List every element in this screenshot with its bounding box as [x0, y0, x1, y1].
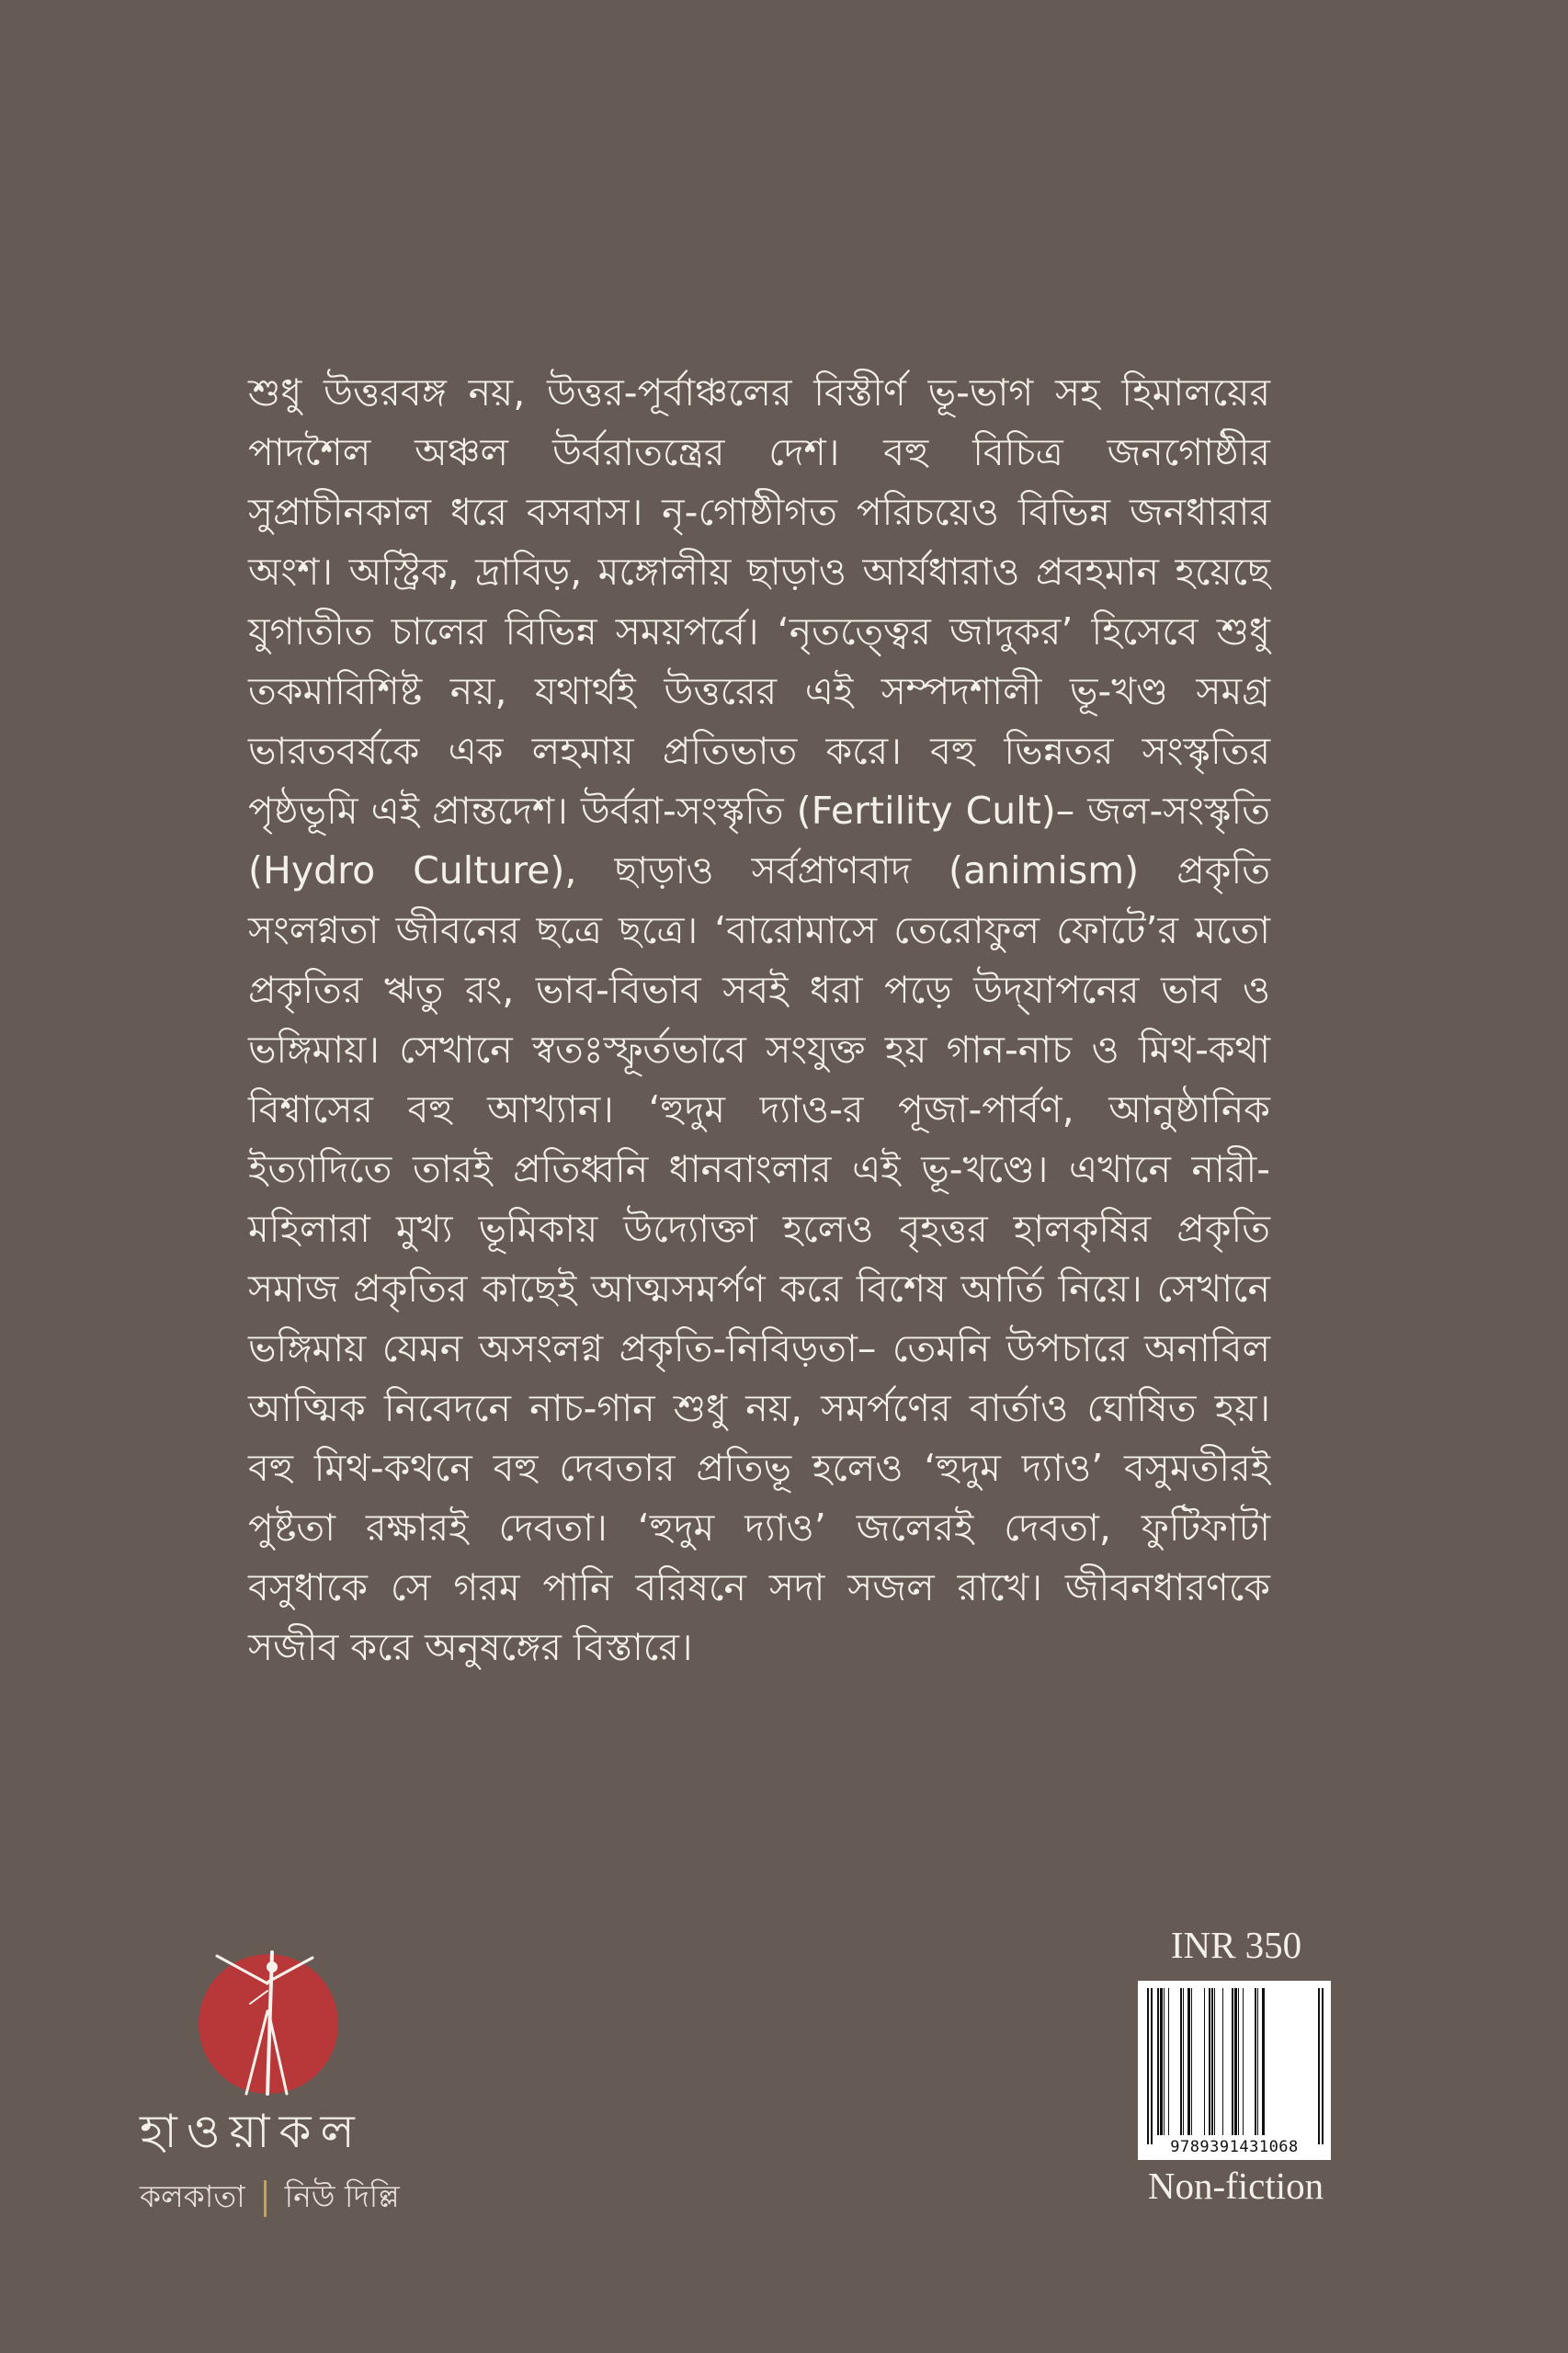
isbn-number: 9789391431068	[1170, 2138, 1299, 2156]
publisher-name: হাওয়াকল	[140, 2105, 364, 2158]
genre-label: Non-fiction	[1147, 2165, 1324, 2207]
publisher-logo-icon	[195, 1947, 342, 2099]
publisher-cities	[140, 2173, 400, 2224]
price-label: INR 350	[1170, 1924, 1302, 1966]
city-separator	[264, 2180, 267, 2217]
back-cover-blurb: শুধু উত্তরবঙ্গ নয়, উত্তর-পূর্বাঞ্চলের বিস্তীর্ণ ভূ-ভাগ সহ হিমালয়ের পাদশৈল অঞ্চল উর্বরাতন্ত্রের দেশ। বহু বিচিত্র জনগোষ্ঠীর সুপ্রাচীনকাল ধরে বসবাস। নৃ-গোষ্ঠীগত পরিচয়েও বিভিন্ন জনধারার অংশ। অস্ট্রিক, দ্রাবিড়, মঙ্গোলীয় ছাড়াও আর্যধারাও প্রবহমান হয়েছে যুগাতীত চালের বিভিন্ন সময়পর্বে। ‘নৃতত্ত্বের জাদুকর’ হিসেবে শুধু তকমাবিশিষ্ট নয়, যথার্থই উত্তরের এই সম্পদশালী ভূ-খণ্ড সমগ্র ভারতবর্ষকে এক লহমায় প্রতিভাত করে। বহু ভিন্নতর সংস্কৃতির পৃষ্ঠভূমি এই প্রান্তদেশ। উর্বরা-সংস্কৃতি (Fertility Cult)– জল-সংস্কৃতি (Hydro Culture), ছাড়াও সর্বপ্রাণবাদ (animism) প্রকৃতি সংলগ্নতা জীবনের ছত্রে ছত্রে। ‘বারোমাসে তেরোফুল ফোটে’র মতো প্রকৃতির ঋতু রং, ভাব-বিভাব সবই ধরা পড়ে উদ্‌যাপনের ভাব ও ভঙ্গিমায়। সেখানে স্বতঃস্ফূর্তভাবে সংযুক্ত হয় গান-নাচ ও মিথ-কথা বিশ্বাসের বহু আখ্যান। ‘হুদুম দ্যাও-র পূজা-পার্বণ, আনুষ্ঠানিক ইত্যাদিতে তারই প্রতিধ্বনি ধানবাংলার এই ভূ-খণ্ডে। এখানে নারী-মহিলারা মুখ্য ভূমিকায় উদ্যোক্তা হলেও বৃহত্তর হালকৃষির প্রকৃতি সমাজ প্রকৃতির কাছেই আত্মসমর্পণ করে বিশেষ আর্তি নিয়ে। সেখানে ভঙ্গিমায় যেমন অসংলগ্ন প্রকৃতি-নিবিড়তা– তেমনি উপচারে অনাবিল আত্মিক নিবেদনে নাচ-গান শুধু নয়, সমর্পণের বার্তাও ঘোষিত হয়। বহু মিথ-কথনে বহু দেবতার প্রতিভূ হলেও ‘হুদুম দ্যাও’ বসুমতীরই পুষ্টতা রক্ষারই দেবতা। ‘হুদুম দ্যাও’ জলেরই দেবতা, ফুটিফাটা বসুধাকে সে গরম পানি বরিষনে সদা সজল রাখে। জীবনধারণকে সজীব করে অনুষঙ্গের বিস্তারে।	[248, 370, 1270, 1669]
city-new-delhi: নিউ দিল্লি	[284, 2178, 400, 2214]
barcode-bars-icon	[1138, 1981, 1331, 2160]
isbn-barcode	[1138, 1981, 1331, 2160]
city-kolkata: কলকাতা	[140, 2178, 245, 2214]
